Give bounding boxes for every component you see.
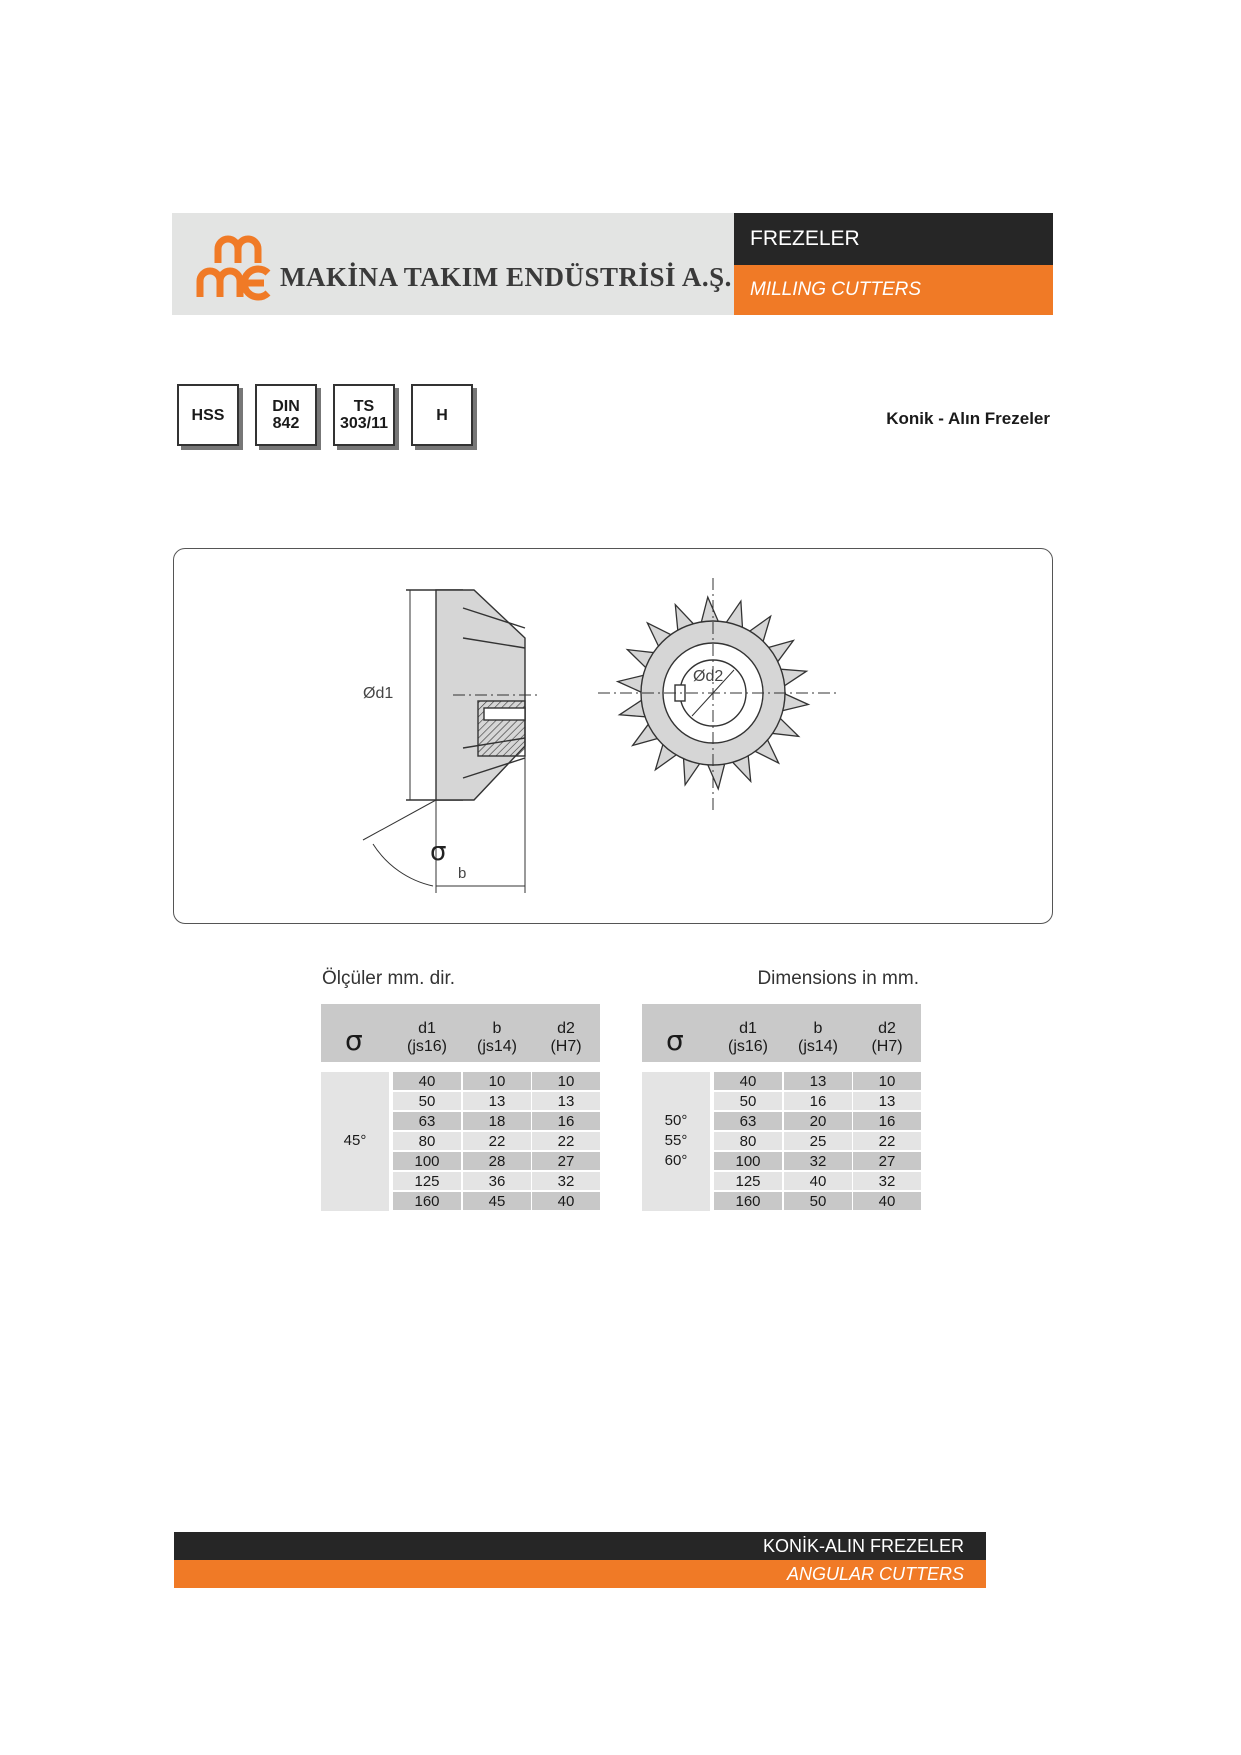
cell-d2: 10 — [853, 1072, 921, 1090]
cell-d1: 50 — [714, 1092, 782, 1110]
header-d2: d2 (H7) — [871, 1020, 903, 1055]
cell-b: 13 — [463, 1092, 531, 1110]
cell-d2: 40 — [853, 1192, 921, 1210]
cutter-tooth — [707, 762, 725, 789]
dimension-table-45 — [321, 1004, 600, 1211]
cell-b: 28 — [463, 1152, 531, 1170]
category-title-en: MILLING CUTTERS — [734, 265, 1053, 315]
cell-d1: 100 — [393, 1152, 461, 1170]
company-logo-icon — [196, 229, 272, 301]
cell-d2: 16 — [532, 1112, 600, 1130]
cell-d1: 40 — [714, 1072, 782, 1090]
cell-d2: 22 — [532, 1132, 600, 1150]
cell-d2: 22 — [853, 1132, 921, 1150]
label-b: b — [458, 865, 467, 882]
cell-b: 36 — [463, 1172, 531, 1190]
caption-tr: Ölçüler mm. dir. — [322, 968, 456, 989]
cell-b: 45 — [463, 1192, 531, 1210]
cell-d2: 27 — [853, 1152, 921, 1170]
cell-b: 32 — [784, 1152, 852, 1170]
caption-en: Dimensions in mm. — [757, 968, 919, 989]
label-d1: Ød1 — [363, 685, 394, 702]
angle-value: 50° — [664, 1112, 688, 1129]
cell-d1: 63 — [714, 1112, 782, 1130]
angle-value: 45° — [343, 1132, 367, 1149]
cell-d1: 80 — [714, 1132, 782, 1150]
dimension-table-50-60 — [642, 1004, 921, 1211]
cell-d1: 80 — [393, 1132, 461, 1150]
header-angle: σ — [345, 1024, 363, 1057]
cell-b: 20 — [784, 1112, 852, 1130]
cutter-tooth — [701, 597, 719, 624]
badge-h: H — [411, 384, 473, 446]
cell-d2: 32 — [853, 1172, 921, 1190]
cell-d1: 125 — [714, 1172, 782, 1190]
company-name: MAKİNA TAKIM ENDÜSTRİSİ A.Ş. — [280, 262, 732, 292]
cell-d1: 63 — [393, 1112, 461, 1130]
angle-value: 60° — [664, 1152, 688, 1169]
header-d1: d1 (js16) — [727, 1020, 768, 1055]
angle-value: 55° — [664, 1132, 688, 1149]
badge-ts: TS 303/11 — [333, 384, 395, 446]
cell-b: 50 — [784, 1192, 852, 1210]
cell-d1: 160 — [393, 1192, 461, 1210]
cell-b: 10 — [463, 1072, 531, 1090]
cell-d1: 100 — [714, 1152, 782, 1170]
cell-d1: 160 — [714, 1192, 782, 1210]
cell-b: 40 — [784, 1172, 852, 1190]
cell-b: 22 — [463, 1132, 531, 1150]
cell-d2: 16 — [853, 1112, 921, 1130]
product-title: Konik - Alın Frezeler — [886, 409, 1050, 428]
category-title-tr: FREZELER — [734, 213, 1053, 265]
header-b: b (js14) — [797, 1020, 838, 1055]
badge-din: DIN 842 — [255, 384, 317, 446]
header-d2: d2 (H7) — [550, 1020, 582, 1055]
label-angle: σ — [430, 837, 447, 867]
cell-d2: 13 — [853, 1092, 921, 1110]
cell-b: 18 — [463, 1112, 531, 1130]
cell-d2: 10 — [532, 1072, 600, 1090]
cell-d1: 125 — [393, 1172, 461, 1190]
label-d2: Ød2 — [693, 668, 724, 685]
footer-title-tr: KONİK-ALIN FREZELER — [174, 1532, 986, 1560]
cell-b: 13 — [784, 1072, 852, 1090]
badge-material: HSS — [177, 384, 239, 446]
footer-title-en: ANGULAR CUTTERS — [174, 1560, 986, 1588]
header-b: b (js14) — [476, 1020, 517, 1055]
cell-d1: 40 — [393, 1072, 461, 1090]
cell-d2: 40 — [532, 1192, 600, 1210]
header-angle: σ — [666, 1024, 684, 1057]
cell-b: 25 — [784, 1132, 852, 1150]
technical-drawing — [173, 548, 1053, 924]
cell-d1: 50 — [393, 1092, 461, 1110]
cell-b: 16 — [784, 1092, 852, 1110]
cell-d2: 13 — [532, 1092, 600, 1110]
cell-d2: 32 — [532, 1172, 600, 1190]
cell-d2: 27 — [532, 1152, 600, 1170]
header-d1: d1 (js16) — [406, 1020, 447, 1055]
